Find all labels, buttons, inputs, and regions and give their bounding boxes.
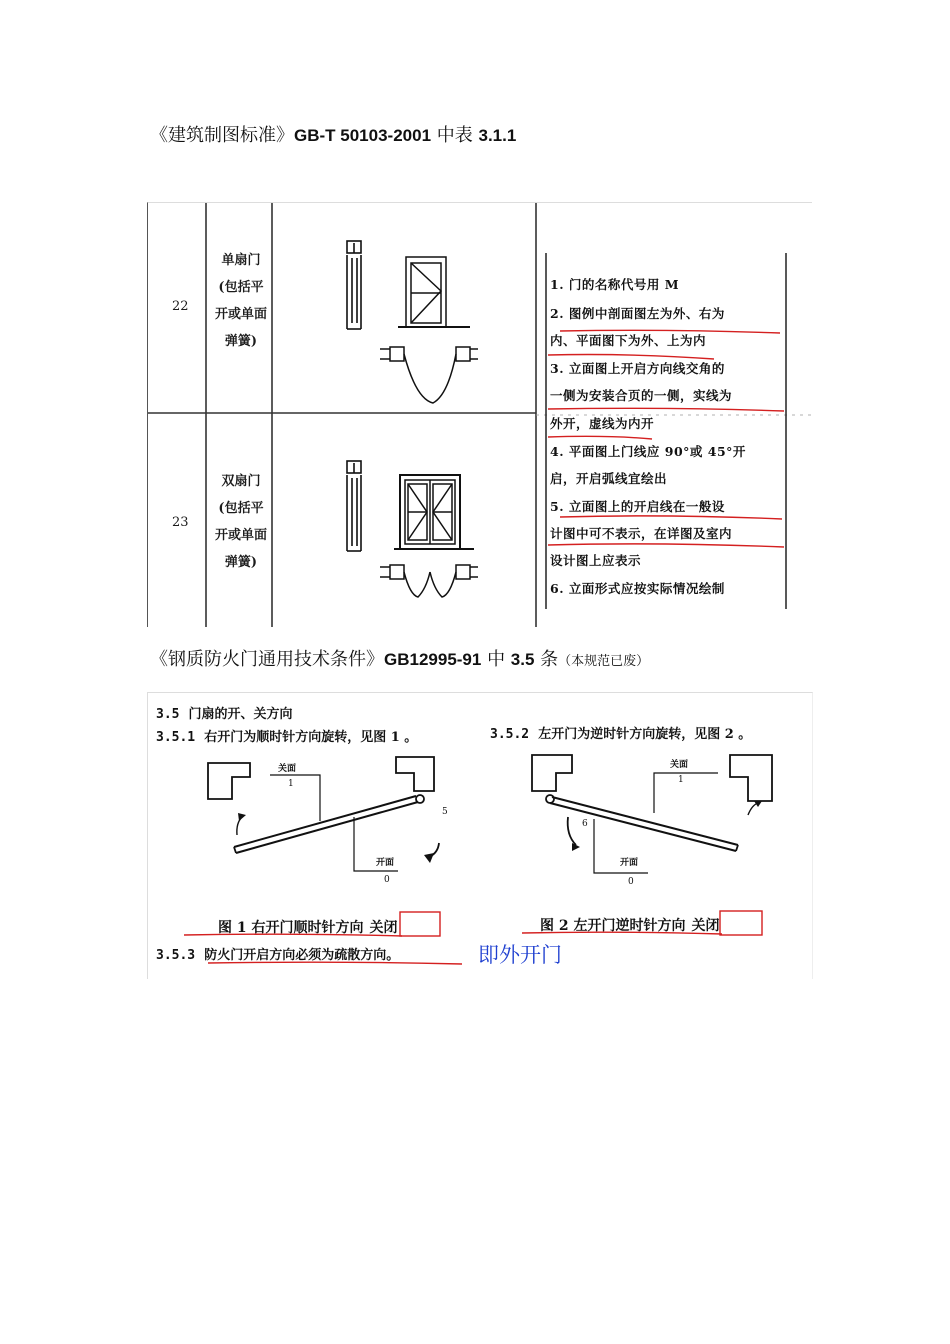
fig2-open-label: 开面 [620, 858, 639, 868]
fig2-num-6: 6 [582, 819, 588, 829]
row22-name-line-4: 弹簧) [224, 334, 258, 349]
fig1-close-label: 关面 [278, 764, 297, 774]
fig2-close-num: 1 [678, 775, 684, 785]
clause-3-5-text: 门扇的开、关方向 [188, 707, 293, 722]
fig2-caption-lead: 图 2 左开门逆时针方向 [540, 918, 686, 934]
fig1-caption-boxed: 关闭 [369, 920, 398, 936]
note-6: 6. 立面形式应按实际情况绘制 [550, 581, 725, 596]
row23-name-line-3: 开或单面 [214, 528, 267, 543]
clause-3-5-num: 3.5 [156, 707, 180, 722]
note-2a: 2. 图例中剖面图左为外、右为 [550, 306, 725, 321]
fig2-drawing [532, 755, 772, 873]
handwritten-note: 即外开门 [478, 943, 562, 967]
clause-3-5-2-text: 左开门为逆时针方向旋转，见图 2 。 [538, 727, 752, 742]
row-name-22 [208, 247, 274, 355]
row23-name-line-1: 双扇门 [221, 474, 261, 489]
note-3c: 外开，虚线为内开 [550, 416, 655, 431]
clause-3-5-1-text: 右开门为顺时针方向旋转，见图 1 。 [204, 730, 418, 745]
heading1-prefix: 《建筑制图标准》 [150, 125, 294, 146]
table-scan [147, 202, 812, 627]
fig1-drawing [208, 757, 439, 871]
heading1-code: GB-T 50103-2001 [294, 126, 432, 145]
note-2b: 内、平面图下为外、上为内 [550, 333, 707, 348]
heading2-clause: 3.5 [510, 650, 535, 669]
fig1-close-num: 1 [288, 779, 294, 789]
fig1-open-num: 0 [384, 875, 390, 885]
note-1: 1. 门的名称代号用 M [550, 277, 680, 292]
row22-name-line-3: 开或单面 [214, 307, 267, 322]
note-5a: 5. 立面图上的开启线在一般设 [550, 499, 725, 514]
heading1-suffix: 中表 [431, 125, 479, 146]
clause-3-5-3-num: 3.5.3 [156, 948, 196, 963]
double-door-section-icon [347, 461, 361, 551]
single-door-elevation-icon [398, 257, 470, 327]
fig2-caption [540, 915, 720, 935]
heading2-remark: （本规范已废） [558, 654, 650, 669]
heading2-tiao: 条 [534, 649, 559, 670]
heading1-table-no: 3.1.1 [478, 126, 517, 145]
row-name-23 [208, 468, 274, 576]
fig2-close-label: 关面 [670, 760, 689, 770]
clause-3-5-3-text: 防火门开启方向必须为疏散方向。 [204, 948, 400, 963]
fig1-caption [218, 917, 398, 937]
note-4a: 4. 平面图上门线应 90°或 45°开 [550, 444, 746, 459]
heading-standard-1 [150, 124, 516, 148]
row-number-23: 23 [172, 515, 189, 530]
note-4b: 启，开启弧线宜绘出 [550, 471, 668, 486]
row-number-22: 22 [172, 299, 189, 314]
clause-3-5-3 [156, 944, 399, 963]
heading2-code: GB12995-91 [384, 650, 482, 669]
heading2-prefix: 《钢质防火门通用技术条件》 [150, 649, 384, 670]
row23-name-line-2: (包括平 [218, 501, 264, 516]
clause-3-5 [156, 703, 293, 722]
clause-3-5-2-num: 3.5.2 [490, 727, 530, 742]
note-5b: 计图中可不表示，在详图及室内 [550, 526, 733, 541]
double-door-plan-icon [380, 565, 478, 597]
double-door-elevation-icon [394, 475, 474, 549]
clause-scan [147, 692, 813, 979]
heading2-mid: 中 [481, 649, 511, 670]
note-5c: 设计图上应表示 [550, 553, 642, 568]
fig2-caption-boxed: 关闭 [691, 918, 720, 934]
clause-3-5-1 [156, 726, 417, 745]
row22-name-line-1: 单扇门 [221, 253, 261, 268]
single-door-plan-icon [380, 347, 478, 403]
heading-standard-2 [150, 648, 649, 674]
note-3b: 一侧为安装合页的一侧，实线为 [550, 388, 733, 403]
row22-name-line-2: (包括平 [218, 280, 264, 295]
row23-name-line-4: 弹簧) [224, 555, 258, 570]
note-3a: 3. 立面图上开启方向线交角的 [550, 361, 725, 376]
clause-3-5-1-num: 3.5.1 [156, 730, 196, 745]
clause-3-5-2 [490, 723, 751, 742]
fig2-open-num: 0 [628, 877, 634, 887]
fig1-open-label: 开面 [376, 858, 395, 868]
fig1-num-5: 5 [442, 807, 448, 817]
single-door-section-icon [347, 241, 361, 329]
fig1-caption-lead: 图 1 右开门顺时针方向 [218, 920, 364, 936]
